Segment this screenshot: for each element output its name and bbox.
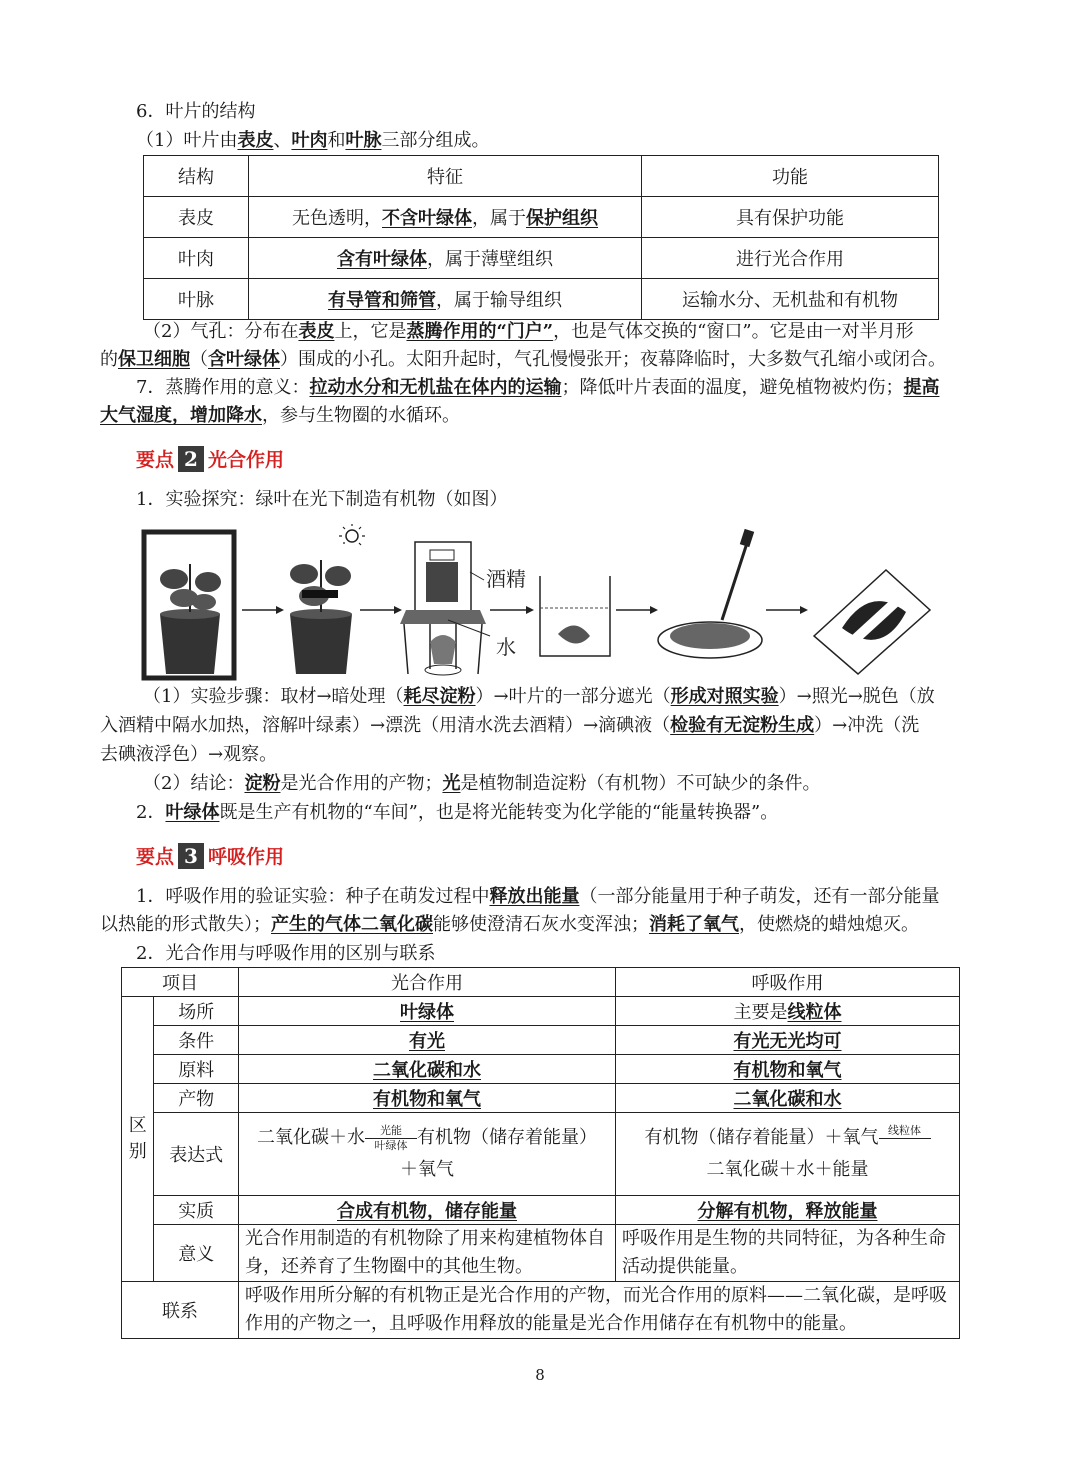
decolorizing-figure (400, 542, 490, 675)
table-row: 叶脉 有导管和筛管，属于输导组织 运输水分、无机盐和有机物 (144, 279, 939, 320)
table-row: 表达式 二氧化碳＋水 光能 叶绿体 有机物（储存着能量） ＋氧气 有机物（储存着能量）＋氧气 线粒体 二氧化碳＋水＋能量 (122, 1113, 960, 1196)
experiment-title: 1．实验探究：绿叶在光下制造有机物（如图） (136, 489, 508, 510)
table-row: 叶肉 含有叶绿体，属于薄壁组织 进行光合作用 (144, 238, 939, 279)
table-header: 项目 (122, 968, 239, 997)
dark-treatment-figure (144, 532, 234, 678)
section-6-title: 6．叶片的结构 (136, 101, 256, 122)
comparison-title: 2．光合作用与呼吸作用的区别与联系 (136, 943, 436, 964)
experiment-illustration (130, 524, 950, 684)
stomata-line-2: 的保卫细胞（含叶绿体）围成的小孔。太阳升起时，气孔慢慢张开；夜幕降临时，大多数气孔缩小或闭合。 (100, 349, 946, 370)
stomata-line-1: （2）气孔：分布在表皮上，它是蒸腾作用的“门户”，也是气体交换的“窗口”。它是由一对半月形 (143, 321, 914, 342)
arrow-icon (766, 606, 808, 614)
transpiration-line-1: 7．蒸腾作用的意义：拉动水分和无机盐在体内的运输；降低叶片表面的温度，避免植物被灼伤；提高 (136, 377, 940, 398)
page-number: 8 (535, 1366, 545, 1384)
reaction-arrow-icon: 线粒体 (879, 1124, 931, 1153)
table-row: 实质 合成有机物，储存能量 分解有机物，释放能量 (122, 1196, 960, 1225)
arrow-icon (242, 606, 284, 614)
leaf-structure-table (143, 155, 939, 320)
arrow-icon (490, 606, 534, 614)
steps-line-2: 入酒精中隔水加热，溶解叶绿素）→漂洗（用清水洗去酒精）→滴碘液（检验有无淀粉生成）→冲洗（洗 (100, 715, 920, 736)
rinsing-beaker-figure (540, 576, 610, 656)
comparison-table (121, 967, 960, 1339)
table-row: 意义 光合作用制造的有机物除了用来构建植物体自身，还养育了生物圈中的其他生物。 呼吸作用是生物的共同特征，为各种生命活动提供能量。 (122, 1225, 960, 1282)
result-leaf-figure (814, 570, 930, 674)
reaction-arrow-icon: 光能 叶绿体 (365, 1124, 417, 1153)
table-row: 原料 二氧化碳和水 有机物和氧气 (122, 1055, 960, 1084)
table-header: 呼吸作用 (616, 968, 960, 997)
iodine-drop-figure (658, 529, 762, 658)
respiration-line-2: 以热能的形式散失）；产生的气体二氧化碳能够使澄清石灰水变浑浊；消耗了氧气，使燃烧的蜡烛熄灭。 (100, 914, 919, 935)
transpiration-line-2: 大气湿度，增加降水，参与生物圈的水循环。 (100, 405, 460, 426)
photosynthesis-equation: 二氧化碳＋水 光能 叶绿体 有机物（储存着能量） ＋氧气 (239, 1113, 616, 1196)
section-heading-respiration: 要点 3 呼吸作用 (136, 843, 285, 868)
chloroplast-line: 2．叶绿体既是生产有机物的“车间”，也是将光能转变为化学能的“能量转换器”。 (136, 802, 779, 823)
respiration-line-1: 1．呼吸作用的验证实验：种子在萌发过程中释放出能量（一部分能量用于种子萌发，还有一部分能量 (136, 886, 940, 907)
conclusion-line: （2）结论：淀粉是光合作用的产物；光是植物制造淀粉（有机物）不可缺少的条件。 (143, 773, 821, 794)
diff-label: 区别 (122, 997, 154, 1282)
table-row: 条件 有光 有光无光均可 (122, 1026, 960, 1055)
leaf-parts-line: （1）叶片由表皮、叶肉和叶脉三部分组成。 (136, 130, 490, 151)
table-row: 产物 有机物和氧气 二氧化碳和水 (122, 1084, 960, 1113)
label-alcohol: 酒精 (486, 567, 526, 591)
table-header: 结构 (144, 156, 249, 197)
light-treatment-figure (290, 524, 365, 674)
table-row: 联系 呼吸作用所分解的有机物正是光合作用的产物，而光合作用的原料——二氧化碳，是呼吸作用的产物之一，且呼吸作用释放的能量是光合作用储存在有机物中的能量。 (122, 1282, 960, 1339)
table-header: 特征 (249, 156, 642, 197)
arrow-icon (360, 606, 402, 614)
arrow-icon (616, 606, 658, 614)
label-water: 水 (496, 635, 516, 659)
section-heading-photosynthesis: 要点 2 光合作用 (136, 446, 285, 471)
steps-line-3: 去碘液浮色）→观察。 (100, 744, 278, 765)
table-header: 光合作用 (239, 968, 616, 997)
respiration-equation: 有机物（储存着能量）＋氧气 线粒体 二氧化碳＋水＋能量 (616, 1113, 960, 1196)
steps-line-1: （1）实验步骤：取材→暗处理（耗尽淀粉）→叶片的一部分遮光（形成对照实验）→照光→脱色（放 (143, 686, 935, 707)
table-row: 区别 场所 叶绿体 主要是线粒体 (122, 997, 960, 1026)
table-header: 功能 (642, 156, 939, 197)
table-row: 表皮 无色透明，不含叶绿体，属于保护组织 具有保护功能 (144, 197, 939, 238)
